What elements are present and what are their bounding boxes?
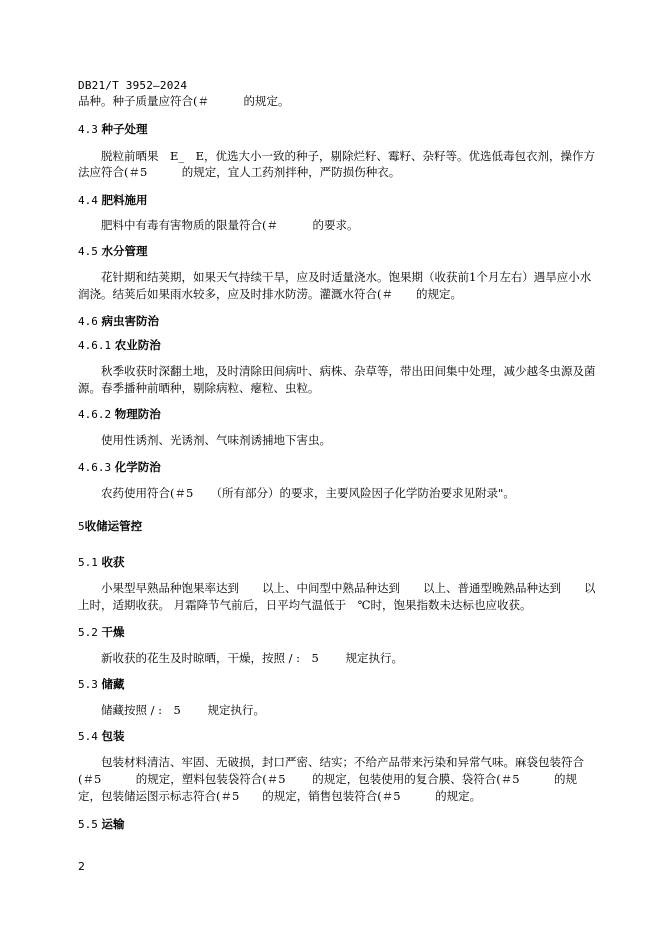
heading-4-6-3 <box>78 459 161 476</box>
heading-title: 物理防治 <box>114 407 161 421</box>
heading-title: 包装 <box>101 729 125 743</box>
heading-4-6-1 <box>78 337 161 354</box>
heading-number: 4.5 <box>78 245 98 258</box>
heading-number: 4.6.3 <box>78 461 112 474</box>
heading-5-5 <box>78 816 125 833</box>
paragraph-line: 肥料中有毒有害物质的限量符合(＃ 的要求。 <box>101 218 359 232</box>
paragraph-line: 秋季收获时深翻土地，及时清除田间病叶、病株、杂草等，带出田间集中处理，减少越冬虫源及菌 <box>101 364 596 378</box>
paragraph-line: 源。春季播种前晒种，剔除病粒、瘪粒、虫粒。 <box>78 381 320 395</box>
heading-4-5 <box>78 243 148 260</box>
heading-title: 储藏 <box>101 677 125 691</box>
paragraph-line: 包装材料清洁、牢固、无破损，封口严密、结实；不给产品带来污染和异常气味。麻袋包装符合 <box>101 755 584 769</box>
heading-title: 化学防治 <box>114 460 161 474</box>
heading-5-3 <box>78 676 125 693</box>
heading-title: 干燥 <box>101 625 125 639</box>
heading-title: 收获 <box>101 555 125 569</box>
heading-number: 5.5 <box>78 818 98 831</box>
heading-number: 5.1 <box>78 556 98 569</box>
heading-4-6-2 <box>78 406 161 423</box>
paragraph-line: 品种。种子质量应符合(＃ 的规定。 <box>78 94 290 108</box>
heading-title: 病虫害防治 <box>101 314 160 328</box>
heading-4-4 <box>78 192 148 209</box>
heading-title: 肥料施用 <box>101 193 148 207</box>
paragraph-line: 农药使用符合(＃5 （所有部分）的要求，主要风险因子化学防治要求见附录"。 <box>101 486 515 500</box>
paragraph-line: 脱粒前晒果 E_ E，优选大小一致的种子，剔除烂籽、霉籽、杂籽等。优选低毒包衣剂，操作方 <box>101 149 596 163</box>
heading-number: 4.6.2 <box>78 408 112 421</box>
paragraph-line: 定，包装储运图示标志符合(＃5 的规定，销售包装符合(＃5 的规定。 <box>78 789 482 803</box>
heading-title: 收储运管控 <box>84 519 143 533</box>
paragraph-line: 上时，适期收获。 月霜降节气前后，日平均气温低于 ℃时，饱果指数未达标也应收获。 <box>78 598 532 612</box>
paragraph-line: 储藏按照 / : 5 规定执行。 <box>101 703 266 717</box>
heading-number: 5.4 <box>78 730 98 743</box>
heading-5-2 <box>78 624 125 641</box>
heading-number: 5 <box>78 520 85 533</box>
paragraph-line: 法应符合(＃5 的规定，宜人工药剂拌种，严防损伤种衣。 <box>78 165 401 179</box>
paragraph-line: (＃5 的规定，塑料包装袋符合(＃5 的规定，包装使用的复合膜、袋符合(＃5 的规 <box>78 772 578 786</box>
heading-number: 5.2 <box>78 626 98 639</box>
heading-5-1 <box>78 554 125 571</box>
heading-title: 水分管理 <box>101 244 148 258</box>
heading-number: 4.4 <box>78 194 98 207</box>
paragraph-line: 花针期和结荚期，如果天气持续干旱，应及时适量浇水。饱果期（收获前1个月左右）遇旱应小水 <box>101 270 592 284</box>
paragraph-line: 新收获的花生及时晾晒，干燥，按照 / : 5 规定执行。 <box>101 651 404 665</box>
heading-number: 4.6 <box>78 315 98 328</box>
heading-4-6 <box>78 313 159 330</box>
paragraph-line: 小果型早熟品种饱果率达到 以上、中间型中熟品种达到 以上、普通型晚熟品种达到 以 <box>101 581 596 595</box>
page-number: 2 <box>78 860 85 873</box>
heading-number: 4.3 <box>78 123 98 136</box>
heading-5 <box>78 518 142 535</box>
heading-5-4 <box>78 728 125 745</box>
heading-title: 农业防治 <box>114 338 161 352</box>
paragraph-line: 使用性诱剂、光诱剂、气味剂诱捕地下害虫。 <box>101 433 331 447</box>
heading-number: 5.3 <box>78 678 98 691</box>
heading-title: 运输 <box>101 817 125 831</box>
paragraph-line: 润浇。结荚后如果雨水较多，应及时排水防涝。灌溉水符合(＃ 的规定。 <box>78 287 462 301</box>
heading-number: 4.6.1 <box>78 339 112 352</box>
standard-code: DB21/T 3952—2024 <box>78 79 188 92</box>
heading-4-3 <box>78 121 148 138</box>
heading-title: 种子处理 <box>101 122 148 136</box>
